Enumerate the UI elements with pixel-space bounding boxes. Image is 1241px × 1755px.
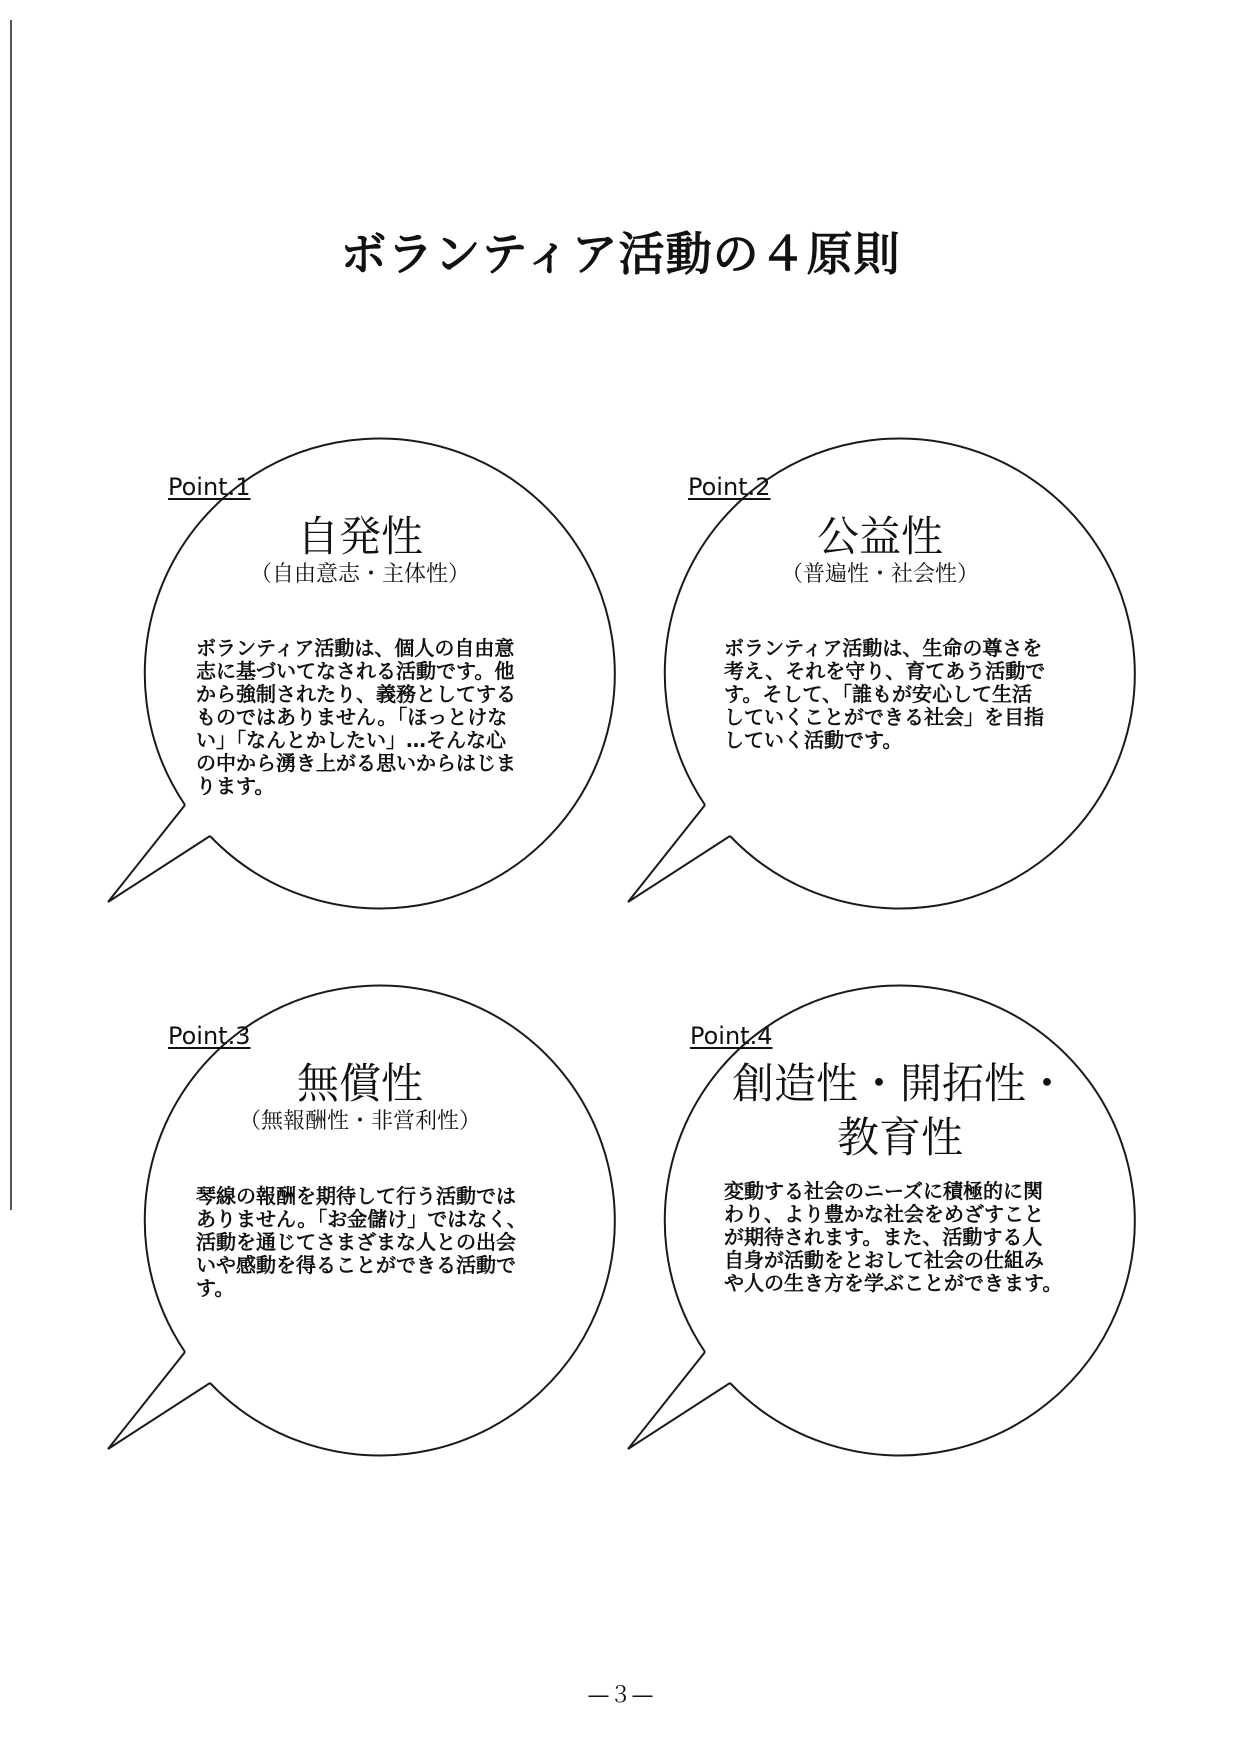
point-1-title: 自発性 (296, 512, 423, 561)
point-1-body: ボランティア活動は、個人の自由意 志に基づいてなされる活動です。他 から強制されたり、義務としてする ものではありません。「ほっとけな い」「なんとかしたい」…そんな心 の中から湧き上がる思いからはじま ります。 (196, 636, 516, 798)
speech-bubble-2-tail (628, 805, 730, 902)
page-title: ボランティア活動の４原則 (340, 227, 901, 281)
point-4-label: Point.4 (690, 1022, 773, 1050)
point-2-body: ボランティア活動は、生命の尊さを 考え、それを守り、育てあう活動で す。そして、「誰もが安心して生活 していくことができる社会」を目指 していく活動です。 (724, 636, 1046, 752)
point-3-subtitle: （無報酬性・非営利性） (238, 1109, 481, 1134)
speech-bubble-3-tail (108, 1352, 210, 1449)
speech-bubble-1-tail (108, 805, 210, 902)
point-3-body: 琴線の報酬を期待して行う活動では ありません。「お金儲け」ではなく、 活動を通じてさまざまな人との出会 いや感動を得ることができる活動で す。 (196, 1184, 527, 1300)
speech-bubble-4-tail (628, 1352, 730, 1449)
point-2-label: Point.2 (688, 473, 771, 501)
point-2-title: 公益性 (816, 512, 943, 561)
point-4-title: 創造性・開拓性・ (731, 1059, 1068, 1108)
point-1-label: Point.1 (168, 473, 251, 501)
point-3-title: 無償性 (296, 1059, 423, 1108)
point-1-subtitle: （自由意志・主体性） (249, 562, 470, 587)
point-4-body: 変動する社会のニーズに積極的に関 わり、より豊かな社会をめざすこと が期待されます。また、活動する人 自身が活動をとおして社会の仕組み や人の生き方を学ぶことができます。 (724, 1179, 1063, 1295)
point-2-subtitle: （普遍性・社会性） (780, 562, 979, 587)
point-4-title-line2: 教育性 (836, 1113, 963, 1162)
page-number: —３— (587, 1683, 654, 1708)
point-3-label: Point.3 (168, 1022, 251, 1050)
